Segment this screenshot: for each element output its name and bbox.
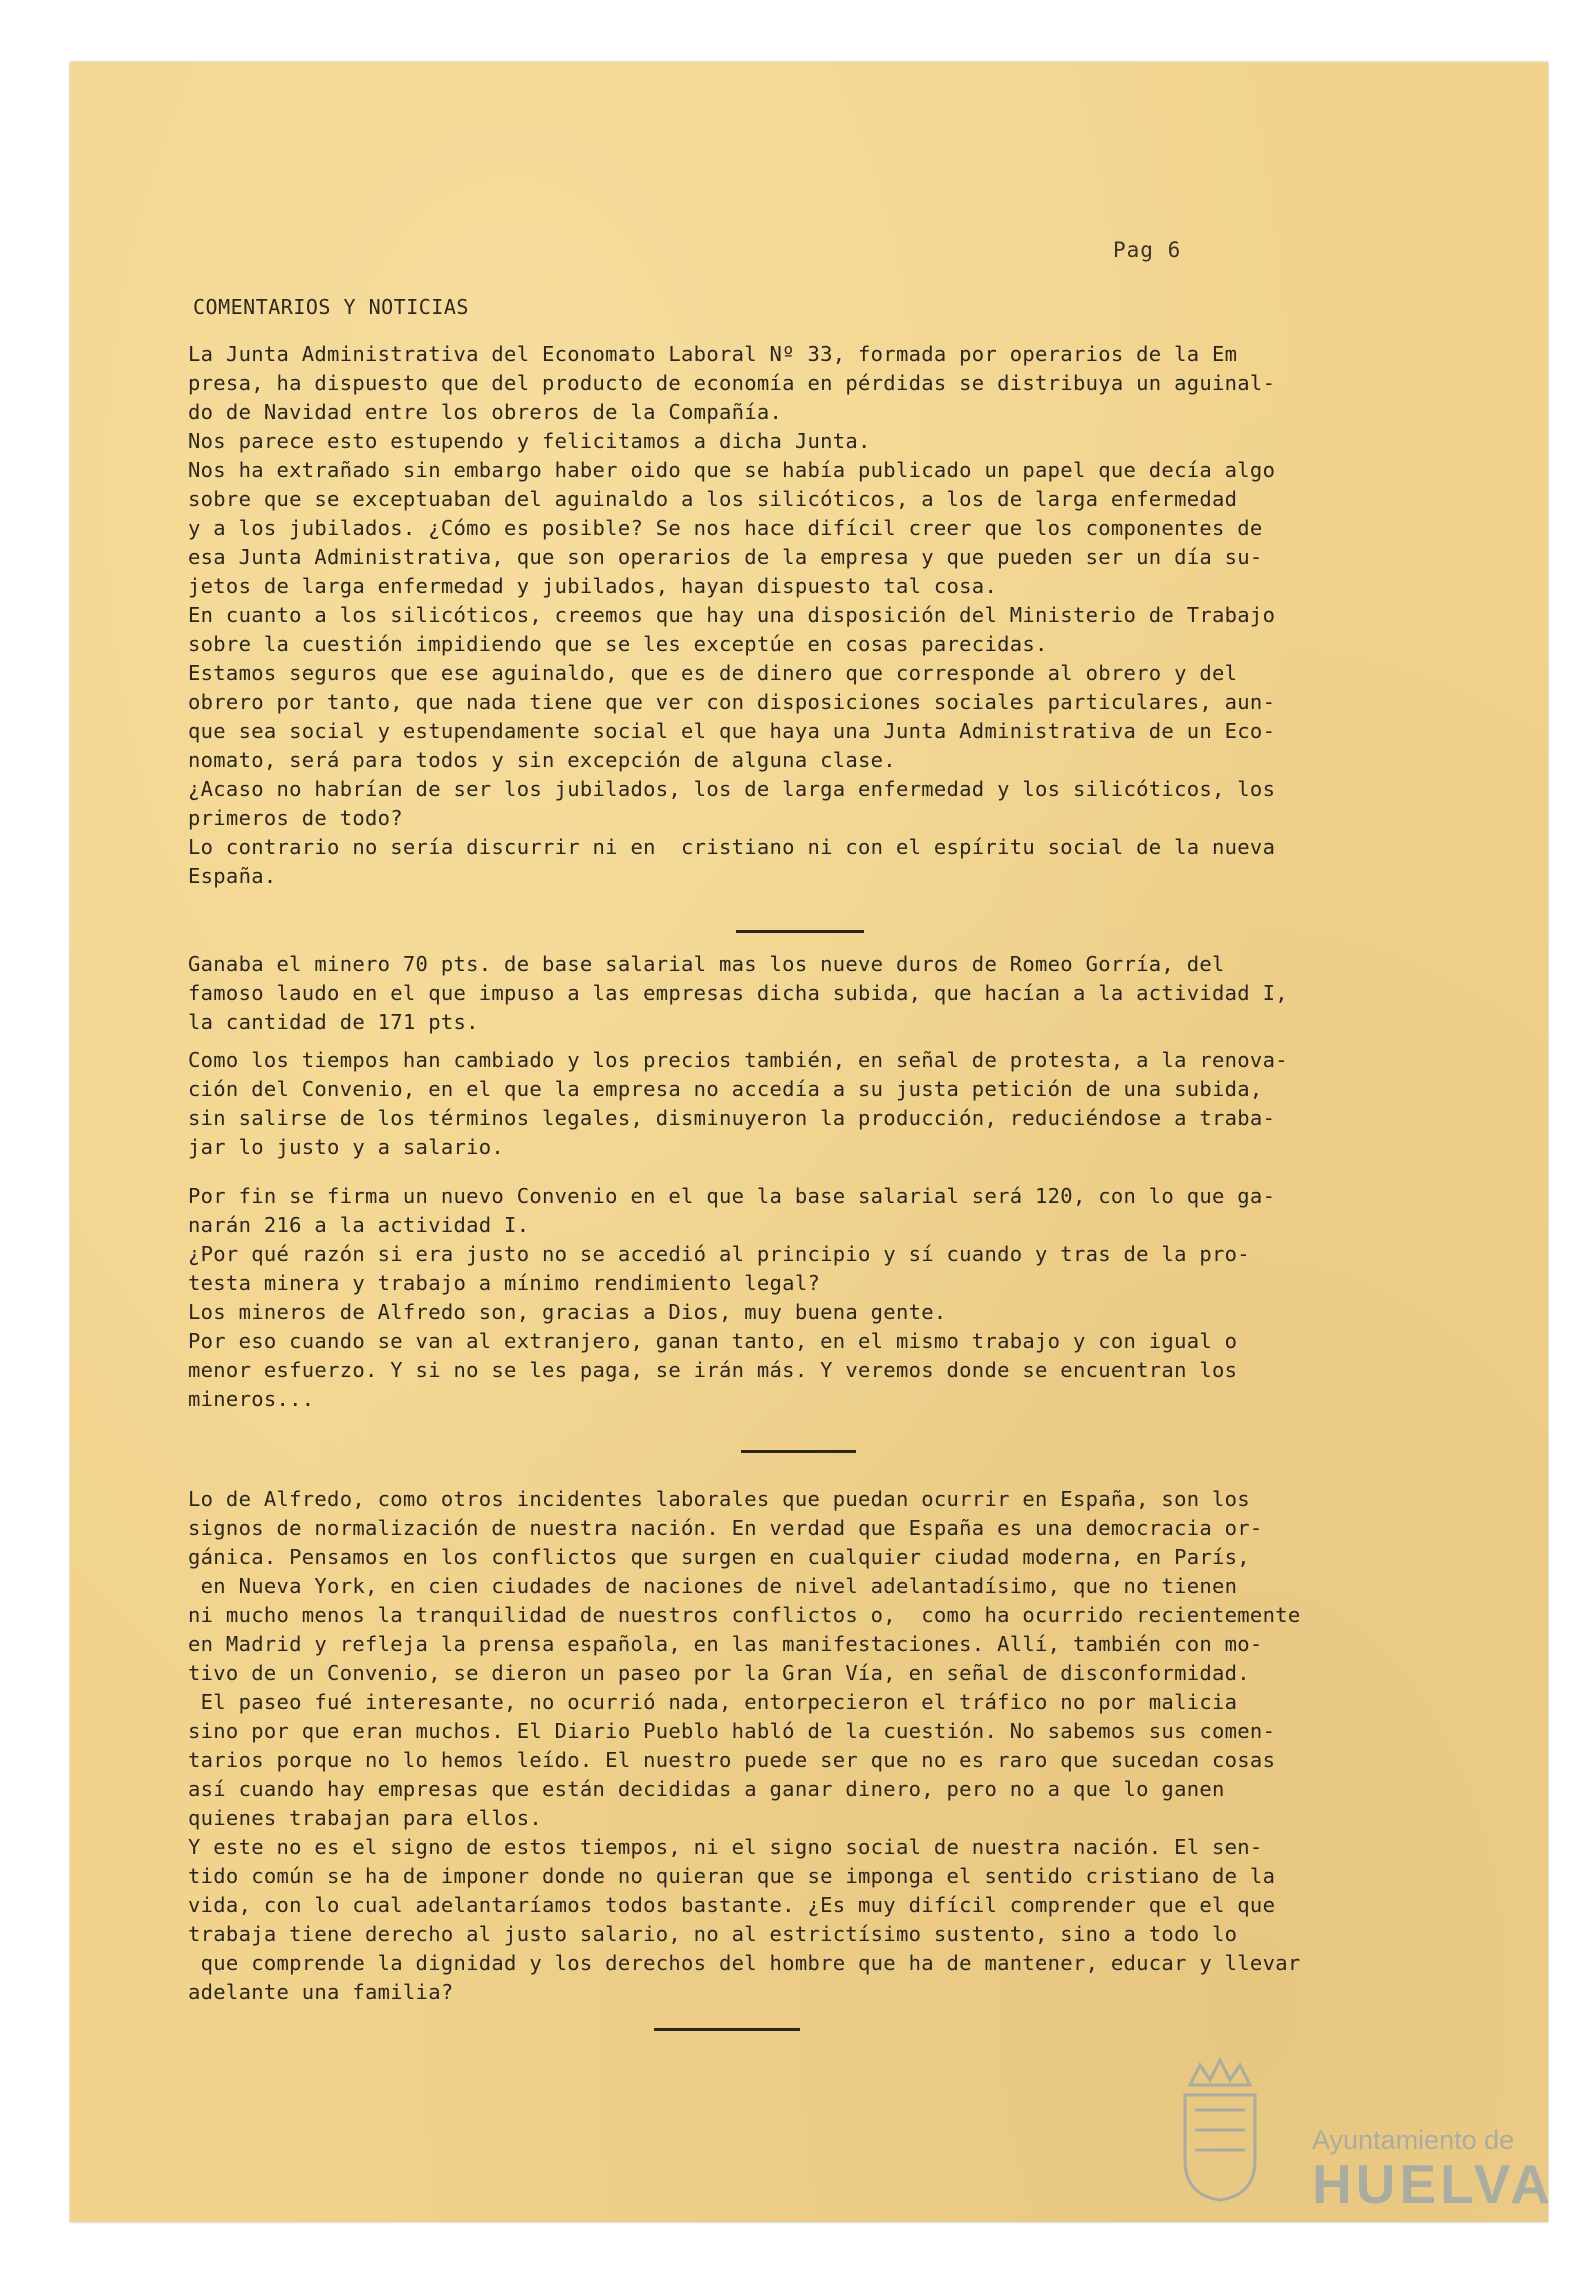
text-line: Lo contrario no sería discurrir ni en cristiano ni con el espíritu social de la nueva [188, 835, 1276, 859]
text-line: quienes trabajan para ellos. [188, 1806, 542, 1830]
text-line: ¿Por qué razón si era justo no se accedió al principio y sí cuando y tras de la pro- [188, 1242, 1250, 1266]
text-line: tivo de un Convenio, se dieron un paseo por la Gran Vía, en señal de disconformidad. [188, 1661, 1250, 1685]
paragraph-economato [188, 340, 1438, 891]
page-title: COMENTARIOS Y NOTICIAS [193, 295, 469, 319]
text-line: do de Navidad entre los obreros de la Compañía. [188, 400, 783, 424]
text-line: En cuanto a los silicóticos, creemos que hay una disposición del Ministerio de Trabajo [188, 603, 1276, 627]
text-line: Como los tiempos han cambiado y los precios también, en señal de protesta, a la renova- [188, 1048, 1288, 1072]
text-line: en Nueva York, en cien ciudades de naciones de nivel adelantadísimo, que no tienen [188, 1574, 1238, 1598]
text-line: Y este no es el signo de estos tiempos, ni el signo social de nuestra nación. El sen- [188, 1835, 1263, 1859]
page-number: Pag 6 [1113, 238, 1182, 262]
divider-1 [736, 930, 864, 933]
text-line: La Junta Administrativa del Economato Laboral Nº 33, formada por operarios de la Em [188, 342, 1238, 366]
text-line: Los mineros de Alfredo son, gracias a Dios, muy buena gente. [188, 1300, 947, 1324]
divider-2 [741, 1450, 856, 1453]
text-line: sobre que se exceptuaban del aguinaldo a los silicóticos, a los de larga enfermedad [188, 487, 1238, 511]
text-line: y a los jubilados. ¿Cómo es posible? Se nos hace difícil creer que los componentes de [188, 516, 1263, 540]
text-line: Ganaba el minero 70 pts. de base salarial mas los nueve duros de Romeo Gorría, del [188, 952, 1225, 976]
divider-3 [654, 2028, 800, 2031]
text-line: ni mucho menos la tranquilidad de nuestros conflictos o, como ha ocurrido recientemente [188, 1603, 1301, 1627]
text-line: Nos ha extrañado sin embargo haber oido que se había publicado un papel que decía algo [188, 458, 1276, 482]
watermark-line1: Ayuntamiento de [1312, 2125, 1515, 2155]
text-line: primeros de todo? [188, 806, 403, 830]
text-line: signos de normalización de nuestra nación. En verdad que España es una democracia or- [188, 1516, 1263, 1540]
text-line: esa Junta Administrativa, que son operarios de la empresa y que pueden ser un día su- [188, 545, 1263, 569]
text-line: El paseo fué interesante, no ocurrió nada, entorpecieron el tráfico no por malicia [188, 1690, 1238, 1714]
text-line: gánica. Pensamos en los conflictos que surgen en cualquier ciudad moderna, en París, [188, 1545, 1250, 1569]
text-line: tido común se ha de imponer donde no quieran que se imponga el sentido cristiano de la [188, 1864, 1276, 1888]
text-line: sin salirse de los términos legales, disminuyeron la producción, reduciéndose a traba- [188, 1106, 1276, 1130]
text-line: mineros... [188, 1387, 315, 1411]
text-line: nomato, será para todos y sin excepción de alguna clase. [188, 748, 896, 772]
paragraph-salario [188, 950, 1438, 1037]
text-line: la cantidad de 171 pts. [188, 1010, 479, 1034]
watermark-line2: HUELVA [1312, 2153, 1554, 2215]
text-line: adelante una familia? [188, 1980, 454, 2004]
text-line: en Madrid y refleja la prensa española, en las manifestaciones. Allí, también con mo- [188, 1632, 1263, 1656]
text-line: España. [188, 864, 277, 888]
text-line: ción del Convenio, en el que la empresa no accedía a su justa petición de una subida, [188, 1077, 1263, 1101]
paragraph-convenio [188, 1046, 1438, 1162]
huelva-seal-watermark [1175, 2055, 1265, 2205]
text-line: presa, ha dispuesto que del producto de economía en pérdidas se distribuya un aguinal- [188, 371, 1276, 395]
text-line: Por eso cuando se van al extranjero, ganan tanto, en el mismo trabajo y con igual o [188, 1329, 1238, 1353]
text-line: sobre la cuestión impidiendo que se les exceptúe en cosas parecidas. [188, 632, 1048, 656]
text-line: vida, con lo cual adelantaríamos todos bastante. ¿Es muy difícil comprender que el que [188, 1893, 1276, 1917]
text-line: Por fin se firma un nuevo Convenio en el que la base salarial será 120, con lo que ga- [188, 1184, 1276, 1208]
paragraph-nuevo-convenio [188, 1182, 1438, 1414]
text-line: jar lo justo y a salario. [188, 1135, 505, 1159]
text-line: trabaja tiene derecho al justo salario, no al estrictísimo sustento, sino a todo lo [188, 1922, 1238, 1946]
text-line: narán 216 a la actividad I. [188, 1213, 530, 1237]
text-line: que comprende la dignidad y los derechos del hombre que ha de mantener, educar y llevar [188, 1951, 1301, 1975]
text-line: tarios porque no lo hemos leído. El nuestro puede ser que no es raro que sucedan cosas [188, 1748, 1276, 1772]
paragraph-alfredo [188, 1485, 1438, 2007]
text-line: jetos de larga enfermedad y jubilados, hayan dispuesto tal cosa. [188, 574, 998, 598]
text-line: que sea social y estupendamente social el que haya una Junta Administrativa de un Eco- [188, 719, 1276, 743]
text-line: Estamos seguros que ese aguinaldo, que es de dinero que corresponde al obrero y del [188, 661, 1238, 685]
text-line: obrero por tanto, que nada tiene que ver con disposiciones sociales particulares, aun- [188, 690, 1276, 714]
text-line: menor esfuerzo. Y si no se les paga, se irán más. Y veremos donde se encuentran los [188, 1358, 1238, 1382]
text-line: ¿Acaso no habrían de ser los jubilados, los de larga enfermedad y los silicóticos, los [188, 777, 1276, 801]
text-line: Nos parece esto estupendo y felicitamos a dicha Junta. [188, 429, 871, 453]
text-line: famoso laudo en el que impuso a las empresas dicha subida, que hacían a la actividad I, [188, 981, 1288, 1005]
text-line: sino por que eran muchos. El Diario Pueblo habló de la cuestión. No sabemos sus comen- [188, 1719, 1276, 1743]
text-line: testa minera y trabajo a mínimo rendimiento legal? [188, 1271, 821, 1295]
text-line: así cuando hay empresas que están decididas a ganar dinero, pero no a que lo ganen [188, 1777, 1225, 1801]
text-line: Lo de Alfredo, como otros incidentes laborales que puedan ocurrir en España, son los [188, 1487, 1250, 1511]
